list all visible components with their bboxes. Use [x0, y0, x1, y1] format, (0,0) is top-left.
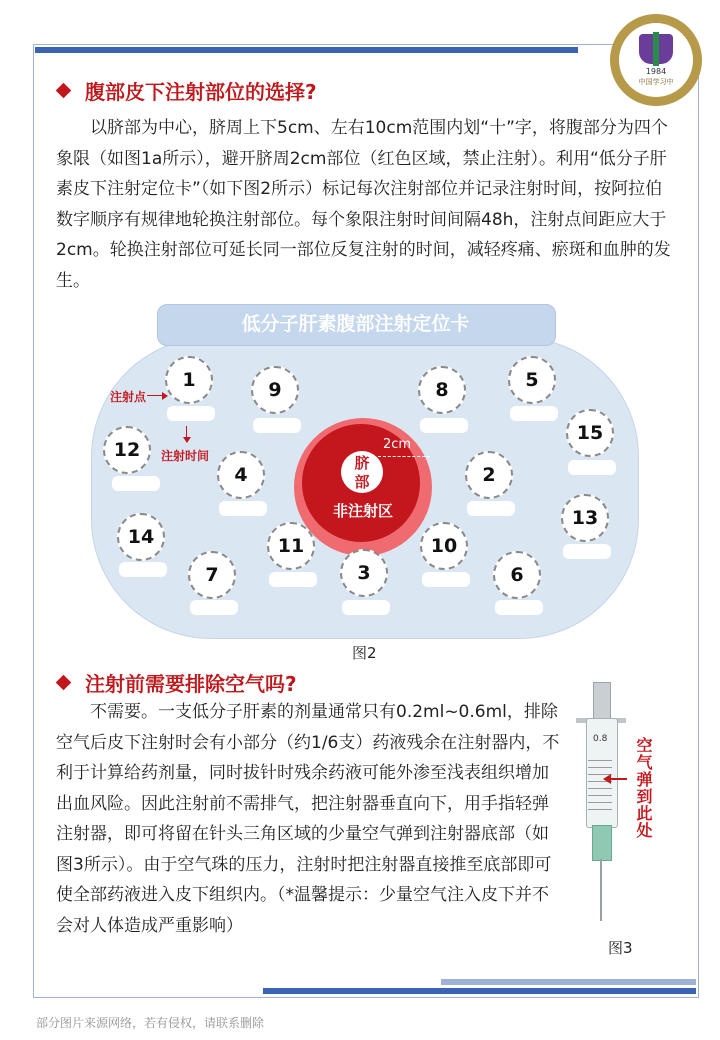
bottom-decor-bar-light: [441, 979, 696, 985]
injection-point-9: 9: [251, 366, 299, 414]
injection-point-2: 2: [465, 451, 513, 499]
time-slot-11: [269, 572, 317, 587]
injection-point-1: 1: [165, 356, 213, 404]
injection-point-11: 11: [267, 522, 315, 570]
injection-point-15: 15: [566, 409, 614, 457]
time-slot-8: [420, 418, 468, 433]
syringe-scale-label: 0.8: [593, 734, 608, 744]
logo-motto: 中国学习中: [638, 77, 674, 86]
footer-disclaimer: 部分图片来源网络，若有侵权，请联系删除: [36, 1016, 265, 1030]
radius-label: 2cm: [383, 437, 412, 452]
syringe-hub: [592, 825, 612, 861]
figure3-caption: 图3: [608, 939, 633, 957]
hospital-logo: [610, 14, 702, 106]
bottom-decor-bar: [263, 988, 696, 994]
injection-point-14: 14: [117, 513, 165, 561]
section1-paragraph: 以脐部为中心，脐周上下5cm、左右10cm范围内划“十”字，将腹部分为四个象限（如图1a所示），避开脐周2cm部位（红色区域，禁止注射）。利用“低分子肝素皮下注射定位卡”（如下图2所示）标记每次注射部位并记录注射时间，按阿拉伯数字顺序有规律地轮换注射部位。每个象限注射时间间隔48h，注射点间距应大于2cm。轮换注射部位可延长同一部位反复注射的时间，减轻疼痛、瘀斑和血肿的发生。: [56, 118, 671, 291]
time-slot-4: [219, 501, 267, 516]
section1-heading: [58, 76, 317, 105]
section2-paragraph: 不需要。一支低分子肝素的剂量通常只有0.2ml~0.6ml，排除空气后皮下注射时会有小部分（约1/6支）药液残余在注射器内，不利于计算给药剂量，同时拔针时残余药液可能外渗至浅表组织增加出血风险。因此注射前不需排气，把注射器垂直向下，用手指轻弹注射器，即可将留在针头三角区域的少量空气弹到注射器底部（如图3所示）。由于空气珠的压力，注射时把注射器直接推至底部即可使全部药液进入皮下组织内。（*温馨提示：少量空气注入皮下并不会对人体造成严重影响）: [56, 702, 560, 936]
time-slot-5: [510, 406, 558, 421]
time-slot-15: [568, 460, 616, 475]
injection-point-4: 4: [217, 451, 265, 499]
injection-point-5: 5: [508, 356, 556, 404]
time-slot-6: [495, 600, 543, 615]
syringe-scale: [588, 760, 612, 816]
time-slot-12: [112, 476, 160, 491]
time-slot-2: [467, 501, 515, 516]
syringe-figure: [566, 678, 636, 933]
injection-point-7: 7: [188, 551, 236, 599]
time-slot-10: [422, 572, 470, 587]
no-injection-label: 非注射区: [332, 502, 393, 520]
injection-point-8: 8: [418, 366, 466, 414]
annotation-injection-time: 注射时间: [161, 449, 210, 463]
annotation-arrow-down: [186, 426, 187, 442]
navel-label-2: 部: [354, 473, 370, 491]
diamond-bullet-icon: [56, 83, 72, 99]
injection-point-10: 10: [420, 522, 468, 570]
figure2-caption: 图2: [352, 644, 377, 662]
top-decor-bar: [35, 47, 578, 53]
annotation-arrow-right: [147, 395, 167, 396]
time-slot-7: [190, 600, 238, 615]
card-title: 低分子肝素腹部注射定位卡: [241, 313, 470, 335]
time-slot-9: [253, 418, 301, 433]
injection-point-3: 3: [340, 549, 388, 597]
time-slot-1: [167, 406, 215, 421]
syringe-needle: [600, 859, 602, 921]
annotation-injection-point: 注射点: [110, 390, 147, 404]
radius-line: [378, 456, 430, 457]
time-slot-14: [119, 562, 167, 577]
time-slot-3: [342, 600, 390, 615]
air-label: 空气弹到此处: [634, 737, 653, 839]
injection-point-12: 12: [103, 426, 151, 474]
injection-point-6: 6: [493, 551, 541, 599]
injection-point-13: 13: [561, 494, 609, 542]
logo-year: 1984: [645, 66, 667, 76]
logo-emblem-icon: [639, 34, 673, 64]
time-slot-13: [563, 544, 611, 559]
section2-heading-text: 注射前需要排除空气吗?: [85, 672, 297, 696]
air-pointer-arrow: [605, 778, 627, 780]
section1-heading-text: 腹部皮下注射部位的选择?: [85, 80, 317, 104]
navel-label-1: 脐: [354, 454, 370, 472]
section2-heading: [58, 668, 297, 697]
diamond-bullet-icon: [56, 675, 72, 691]
